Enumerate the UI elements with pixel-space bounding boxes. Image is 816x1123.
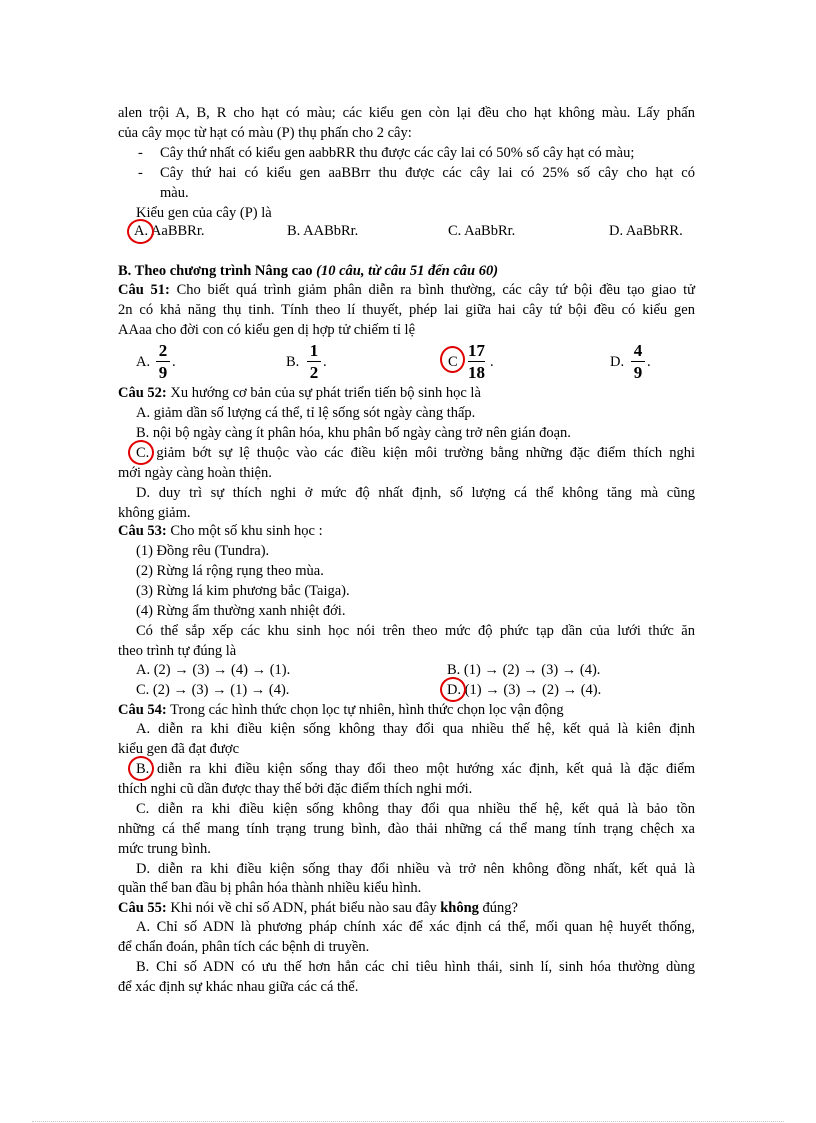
q53-question-2: theo trình tự đúng là xyxy=(118,643,237,659)
q53-option-b[interactable]: B. (1) → (2) → (3) → (4). xyxy=(447,662,601,678)
q54-stem: Trong các hình thức chọn lọc tự nhiên, hình thức chọn lọc vận động xyxy=(170,702,564,718)
q55-option-a-cont: để chẩn đoán, phân tích các bệnh di truyền. xyxy=(118,939,370,955)
numerator: 17 xyxy=(468,341,485,360)
q53-label: Câu 53: xyxy=(118,523,167,539)
q51-line-1 xyxy=(118,281,695,299)
answer-circle xyxy=(440,677,466,702)
q53-stem: Cho một số khu sinh học : xyxy=(170,523,323,539)
q53-option-c[interactable]: C. (2) → (3) → (1) → (4). xyxy=(136,682,290,698)
intro-bullet-2: Cây thứ hai có kiểu gen aaBBrr thu được các cây lai có 25% số cây cho hạt có xyxy=(160,165,695,181)
q53-item-3: (3) Rừng lá kim phương bắc (Taiga). xyxy=(136,583,350,599)
q54-option-d-cont: quần thể ban đầu bị phân hóa thành nhiều kiểu hình. xyxy=(118,880,422,896)
intro-line-2: của cây mọc từ hạt có màu (P) thụ phấn cho 2 cây: xyxy=(118,125,412,141)
q53-option-d[interactable]: D. (1) → (3) → (2) → (4). xyxy=(447,682,602,698)
q55-option-b-cont: để xác định sự khác nhau giữa các cá thể. xyxy=(118,979,359,995)
q51-option-c-letter[interactable]: C xyxy=(448,354,458,370)
q54-option-b[interactable]: B. diễn ra khi điều kiện sống thay đổi theo một hướng xác định, kết quả là đặc điểm xyxy=(136,761,695,777)
q55-stem: Khi nói về chỉ số ADN, phát biểu nào sau đây xyxy=(170,900,437,916)
q55-stem-emphasis: không xyxy=(440,900,479,916)
numerator: 2 xyxy=(158,341,168,360)
q54-option-c-cont2: mức trung bình. xyxy=(118,841,211,857)
q53-question-1: Có thể sắp xếp các khu sinh học nói trên theo mức độ phức tạp dần của lưới thức ăn xyxy=(136,623,695,639)
section-title: B. Theo chương trình Nâng cao xyxy=(118,263,313,279)
q52-option-b[interactable]: B. nội bộ ngày càng ít phân hóa, khu phân bố ngày càng trở nên gián đoạn. xyxy=(136,425,571,441)
q51-dot: . xyxy=(490,354,494,370)
denominator: 9 xyxy=(633,363,643,382)
q53-item-1: (1) Đồng rêu (Tundra). xyxy=(136,543,270,559)
q53-item-4: (4) Rừng ẩm thường xanh nhiệt đới. xyxy=(136,603,346,619)
q54-option-c-cont: những cá thể mang tính trạng trung bình, đào thải những cá thể mang tính trạng chệch xa xyxy=(118,821,695,837)
denominator: 9 xyxy=(158,363,168,382)
q52-option-d-cont: không giảm. xyxy=(118,505,191,521)
denominator: 2 xyxy=(309,363,319,382)
q52-line xyxy=(118,384,481,402)
q54-option-b-cont: thích nghi cũ dần được thay thế bởi đặc điểm thích nghi mới. xyxy=(118,781,473,797)
intro-bullet-1: Cây thứ nhất có kiểu gen aabbRR thu được các cây lai có 50% số cây hạt có màu; xyxy=(160,145,635,161)
intro-option-d[interactable]: D. AaBbRR. xyxy=(609,223,683,239)
q51-option-d-fraction xyxy=(631,341,645,382)
intro-option-c[interactable]: C. AaBbRr. xyxy=(448,223,516,239)
q51-option-b-letter[interactable]: B. xyxy=(286,354,300,370)
answer-circle xyxy=(127,219,154,244)
q51-dot: . xyxy=(323,354,327,370)
q52-option-c[interactable]: C. giảm bớt sự lệ thuộc vào các điều kiện môi trường bằng những đặc điểm thích nghi xyxy=(136,445,695,461)
q52-label: Câu 52: xyxy=(118,385,167,401)
q52-option-d[interactable]: D. duy trì sự thích nghi ở mức độ nhất định, số lượng cá thể không tăng mà cũng xyxy=(136,485,695,501)
q51-line-3: AAaa cho đời con có kiểu gen dị hợp tử chiếm tỉ lệ xyxy=(118,322,416,338)
q54-line xyxy=(118,701,564,719)
intro-option-b[interactable]: B. AABbRr. xyxy=(287,223,359,239)
numerator: 4 xyxy=(633,341,643,360)
q55-option-b[interactable]: B. Chỉ số ADN có ưu thế hơn hẳn các chỉ tiêu hình thái, sinh lí, sinh hóa thường dùng xyxy=(136,959,695,975)
q51-label: Câu 51: xyxy=(118,282,170,298)
q53-option-a[interactable]: A. (2) → (3) → (4) → (1). xyxy=(136,662,291,678)
q51-line-2: 2n có khả năng thụ tinh. Tính theo lí thuyết, phép lai giữa hai cây tứ bội đều có kiểu gen xyxy=(118,302,695,318)
q53-line xyxy=(118,522,323,540)
intro-option-a[interactable]: A. AaBBRr. xyxy=(134,223,205,239)
q51-stem: Cho biết quá trình giảm phân diễn ra bình thường, các cây tứ bội đều tạo giao tử xyxy=(176,282,696,298)
q54-option-c[interactable]: C. diễn ra khi điều kiện sống không thay đổi qua nhiều thế hệ, kết quả là bảo tồn xyxy=(136,801,695,817)
q54-option-d[interactable]: D. diễn ra khi điều kiện sống thay đổi nhiều và trở nên không đồng nhất, kết quả là xyxy=(136,861,695,877)
q55-label: Câu 55: xyxy=(118,900,167,916)
q55-stem-end: đúng? xyxy=(482,900,518,916)
q54-label: Câu 54: xyxy=(118,702,167,718)
q51-option-a-fraction xyxy=(156,341,170,382)
q52-option-a[interactable]: A. giảm dần số lượng cá thể, tỉ lệ sống sót ngày càng thấp. xyxy=(136,405,476,421)
section-heading xyxy=(118,262,498,280)
section-subtitle: (10 câu, từ câu 51 đến câu 60) xyxy=(316,263,499,279)
q54-option-a-cont: kiểu gen đã đạt được xyxy=(118,741,240,757)
intro-question: Kiểu gen của cây (P) là xyxy=(136,205,272,221)
q51-dot: . xyxy=(647,354,651,370)
q51-option-d-letter[interactable]: D. xyxy=(610,354,625,370)
intro-line-1: alen trội A, B, R cho hạt có màu; các kiểu gen còn lại đều cho hạt không màu. Lấy phấn xyxy=(118,105,695,121)
q54-option-a[interactable]: A. diễn ra khi điều kiện sống không thay đổi qua nhiều thế hệ, kết quả là kiên định xyxy=(136,721,695,737)
answer-circle xyxy=(128,756,154,781)
q52-option-c-cont: mới ngày càng hoàn thiện. xyxy=(118,465,272,481)
q55-line xyxy=(118,899,518,917)
q51-dot: . xyxy=(172,354,176,370)
answer-circle xyxy=(440,346,465,373)
bullet-marker: - xyxy=(138,145,143,161)
q52-stem: Xu hướng cơ bản của sự phát triển tiến bộ sinh học là xyxy=(170,385,481,401)
answer-circle xyxy=(128,440,154,465)
q51-option-b-fraction xyxy=(307,341,321,382)
q51-option-c-fraction xyxy=(468,341,485,382)
numerator: 1 xyxy=(309,341,319,360)
denominator: 18 xyxy=(468,363,485,382)
intro-bullet-2-cont: màu. xyxy=(160,185,189,201)
q55-option-a[interactable]: A. Chỉ số ADN là phương pháp chính xác để xác định cá thể, mối quan hệ huyết thống, xyxy=(136,919,695,935)
q51-option-a-letter[interactable]: A. xyxy=(136,354,151,370)
bullet-marker: - xyxy=(138,165,143,181)
page-bottom-divider xyxy=(32,1121,784,1122)
q53-item-2: (2) Rừng lá rộng rụng theo mùa. xyxy=(136,563,324,579)
